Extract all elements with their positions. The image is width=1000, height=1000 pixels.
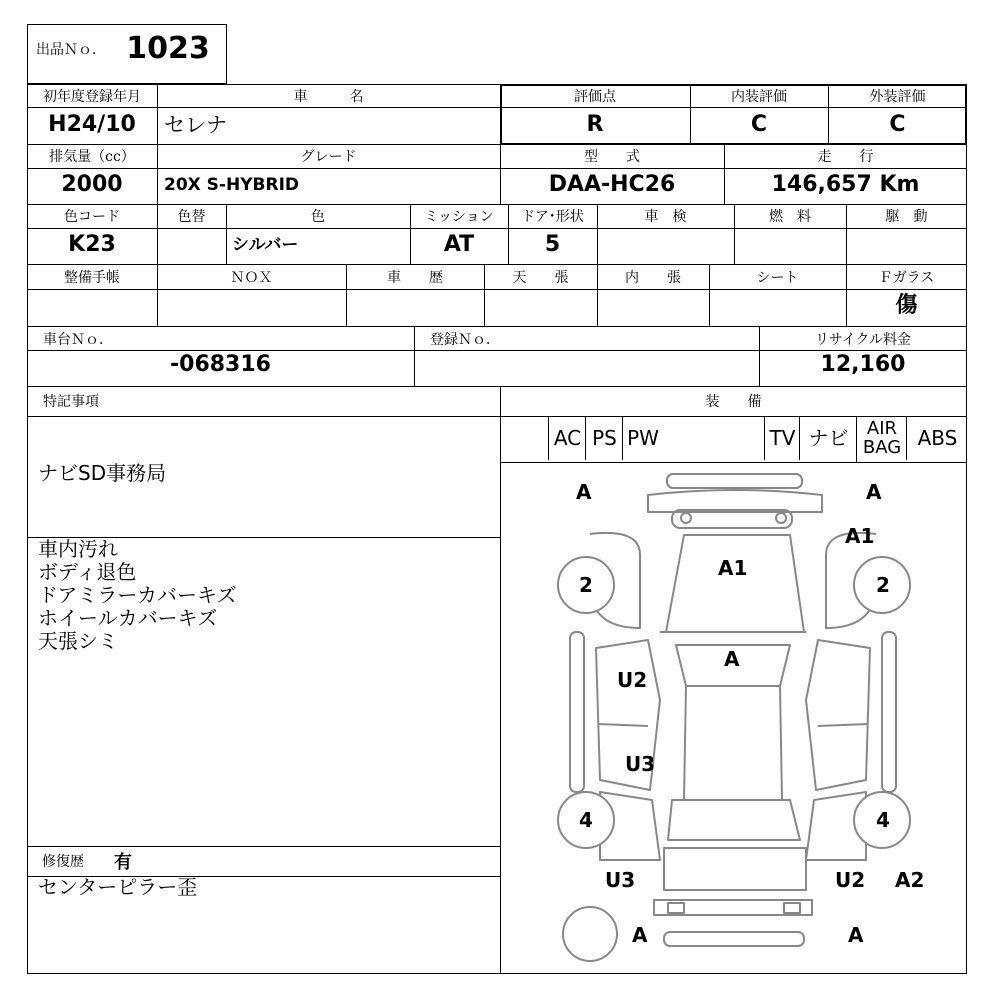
mission-label: ミッション bbox=[424, 209, 494, 225]
score-label: 評価点 bbox=[574, 89, 616, 105]
grade-value: 20X S-HYBRID bbox=[164, 175, 300, 195]
chassis-value: -068316 bbox=[170, 352, 271, 377]
f-glass-value: 傷 bbox=[895, 293, 918, 318]
recycle-label: リサイクル料金 bbox=[814, 332, 912, 348]
mileage-label: 走 行 bbox=[817, 149, 874, 165]
equipment-label: 装 備 bbox=[705, 394, 762, 410]
spare-tire bbox=[563, 907, 617, 961]
displacement-value: 2000 bbox=[61, 172, 123, 197]
grade-label: グレード bbox=[300, 149, 357, 165]
equipment-abs: ABS bbox=[906, 416, 968, 460]
equipment-pw: PW bbox=[622, 416, 663, 460]
mark-rear-right-quarter: A2 bbox=[895, 868, 925, 892]
mark-wheel-fl: 2 bbox=[579, 573, 593, 597]
maintenance-label: 整備手帳 bbox=[64, 270, 120, 286]
mark-rear-left-corner: A bbox=[632, 923, 648, 947]
repair-value: 有 bbox=[114, 852, 132, 873]
mark-rear-right-corner: A bbox=[848, 923, 864, 947]
color-value: シルバー bbox=[232, 235, 299, 255]
color-code-value: K23 bbox=[68, 232, 116, 257]
repair-detail: センターピラー歪 bbox=[38, 875, 198, 899]
mark-rear-left-door: U3 bbox=[625, 752, 656, 776]
first-reg-label: 初年度登録年月 bbox=[43, 89, 141, 105]
seat-label: シート bbox=[756, 270, 799, 286]
first-reg-value: H24/10 bbox=[48, 112, 136, 137]
equipment-tv: TV bbox=[764, 416, 800, 460]
exterior-score-label: 外装評価 bbox=[869, 89, 926, 105]
interior-score-value: C bbox=[750, 112, 768, 137]
repair-label: 修復歴 bbox=[42, 854, 84, 870]
ceiling-label: 天 張 bbox=[512, 270, 569, 286]
color-label: 色 bbox=[311, 209, 325, 225]
notes-label: 特記事項 bbox=[43, 394, 99, 410]
equipment-ac: AC bbox=[548, 416, 586, 460]
interior-score-label: 内装評価 bbox=[731, 89, 787, 105]
inspection-label: 車 検 bbox=[644, 209, 687, 225]
mark-wheel-rr: 4 bbox=[876, 808, 890, 832]
door-value: 5 bbox=[544, 232, 561, 257]
mark-wheel-rl: 4 bbox=[579, 808, 593, 832]
car-name-label: 車 名 bbox=[293, 89, 364, 105]
exterior-score-value: C bbox=[889, 112, 906, 137]
f-glass-label: Ｆガラス bbox=[878, 270, 935, 286]
notes-list: 車内汚れ ボディ退色 ドアミラーカバーキズ ホイールカバーキズ 天張シミ bbox=[38, 537, 237, 653]
mark-front-right-fender: A1 bbox=[845, 524, 875, 548]
registration-label: 登録Ｎｏ． bbox=[430, 332, 500, 348]
mark-front-left-corner: A bbox=[576, 480, 592, 504]
car-condition-diagram bbox=[500, 462, 967, 974]
chassis-label: 車台Ｎｏ． bbox=[43, 332, 113, 348]
mark-front-right-corner: A bbox=[866, 480, 882, 504]
mark-roof-front: A bbox=[724, 647, 740, 671]
mission-value: AT bbox=[443, 232, 475, 257]
interior-lining-label: 内 張 bbox=[625, 270, 681, 286]
mark-rear-right-door: U2 bbox=[835, 868, 866, 892]
history-label: 車 歴 bbox=[387, 270, 443, 286]
model-value: DAA-HC26 bbox=[548, 172, 676, 197]
displacement-label: 排気量（cc） bbox=[49, 149, 135, 165]
nox-label: ＮＯＸ bbox=[230, 270, 273, 286]
drive-label: 駆 動 bbox=[885, 209, 928, 225]
equipment-airbag: AIR BAG bbox=[856, 416, 907, 462]
score-value: R bbox=[586, 112, 604, 137]
mark-wheel-fr: 2 bbox=[876, 573, 890, 597]
equipment-ps: PS bbox=[585, 416, 623, 460]
color-code-label: 色コード bbox=[64, 209, 120, 225]
equipment-navi: ナビ bbox=[799, 416, 857, 460]
fuel-label: 燃 料 bbox=[769, 209, 811, 225]
lot-number-label: 出品Ｎｏ． bbox=[36, 42, 106, 58]
lot-number: 1023 bbox=[126, 31, 210, 66]
equipment-row bbox=[500, 416, 967, 462]
color-change-label: 色替 bbox=[177, 209, 206, 225]
mileage-value: 146,657 Km bbox=[771, 172, 920, 197]
recycle-value: 12,160 bbox=[820, 352, 906, 377]
car-name-value: セレナ bbox=[164, 113, 227, 137]
mark-front-left-door: U2 bbox=[617, 668, 648, 692]
notes-top: ナビSD事務局 bbox=[38, 461, 167, 485]
model-label: 型 式 bbox=[584, 149, 640, 165]
mark-hood: A1 bbox=[718, 556, 748, 580]
mark-rear-left-quarter: U3 bbox=[605, 868, 636, 892]
door-label: ドア･形状 bbox=[521, 209, 584, 225]
